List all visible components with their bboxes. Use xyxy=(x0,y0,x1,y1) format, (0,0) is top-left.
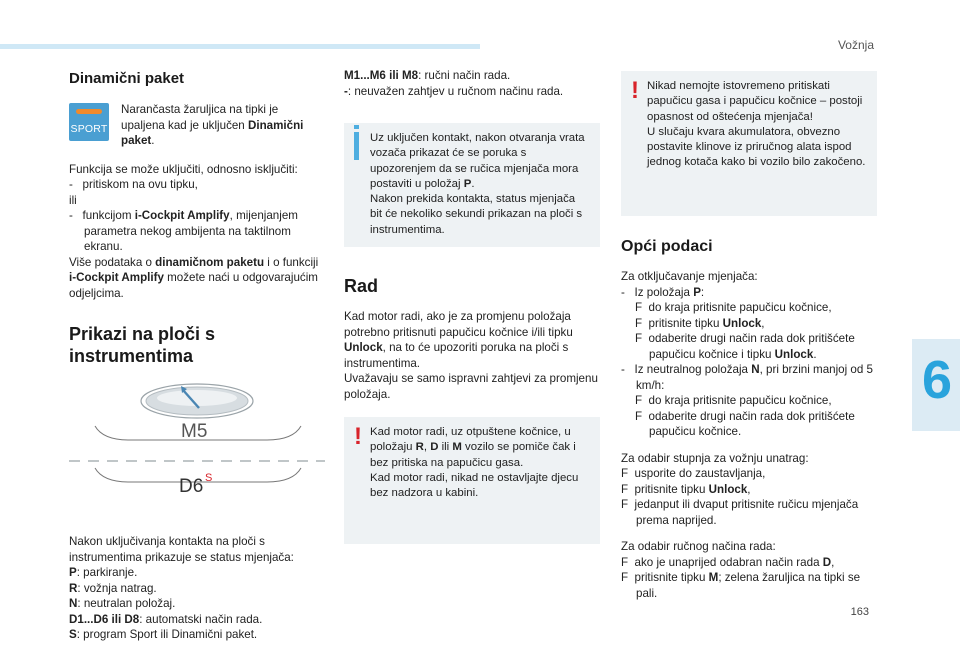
paragraph: Za odabir stupnja za vožnju unatrag: xyxy=(621,451,809,465)
warning-icon: ! xyxy=(631,77,639,104)
info-note-box xyxy=(344,123,600,247)
list-item: F pritisnite tipku M; zelena žaruljica na tipki se pali. xyxy=(621,571,861,600)
gear-display-auto: D6 xyxy=(179,476,204,497)
warning-text: Nikad nemojte istovremeno pritiskati papučicu gasa i papučicu kočnice – postoji opasnost od oštećenja mjenjača! xyxy=(647,80,863,123)
list-item: M1...M6 ili M8: ručni način rada. xyxy=(344,69,511,82)
heading-dynamic-pack: Dinamični paket xyxy=(69,70,185,87)
paragraph: Kad motor radi, ako je za promjenu položaja potrebno pritisnuti papučicu kočnice i/ili tipku Unlock, na to će upozoriti poruka na ploči s instrumentima. xyxy=(344,310,573,370)
paragraph: Za odabir ručnog načina rada: xyxy=(621,540,776,553)
sport-description: Narančasta žaruljica na tipki je upaljena kad je uključen Dinamični paket. xyxy=(121,103,304,147)
list-item: P: parkiranje. xyxy=(69,566,138,579)
list-item: F pritisnite tipku Unlock, xyxy=(621,482,751,496)
paragraph: Funkcija se može uključiti, odnosno isključiti: xyxy=(69,162,298,176)
list-item: F ako je unaprijed odabran način rada D, xyxy=(621,555,835,569)
sport-indicator: S xyxy=(205,472,213,484)
sub-list-item: F do kraja pritisnite papučicu kočnice, xyxy=(635,301,832,314)
warning-box xyxy=(344,417,600,544)
warning-box xyxy=(621,71,877,216)
sub-list-item: F pritisnite tipku Unlock, xyxy=(635,316,765,330)
paragraph: Za otključavanje mjenjača: xyxy=(621,270,758,283)
page-number: 163 xyxy=(850,606,869,618)
info-note-text: Uz uključen kontakt, nakon otvaranja vrata vozača prikazat će se poruka s upozorenjem da se ručica mjenjača mora postaviti u položaj P. xyxy=(370,132,585,190)
list-item: - Iz položaja P: xyxy=(621,285,705,299)
info-note-text: Nakon prekida kontakta, status mjenjača bit će nekoliko sekundi prikazan na ploči s instrumentima. xyxy=(370,193,583,236)
heading-instrument-displays: Prikazi na ploči s instrumentima xyxy=(69,324,216,366)
list-item: - funkcijom i-Cockpit Amplify, mijenjanjem parametra nekog ambijenta na taktilnom ekranu. xyxy=(69,209,298,253)
gear-display-manual: M5 xyxy=(181,421,208,442)
info-icon xyxy=(354,132,359,160)
paragraph: Više podataka o dinamičnom paketu i o funkciji i-Cockpit Amplify možete naći u odgovarajućim odjeljcima. xyxy=(69,255,319,300)
instrument-cluster-illustration xyxy=(69,381,325,516)
paragraph: Uvažavaju se samo ispravni zahtjevi za promjenu položaja. xyxy=(344,372,598,401)
chapter-number: 6 xyxy=(921,350,952,410)
list-item: F usporite do zaustavljanja, xyxy=(621,467,766,480)
sport-button-row xyxy=(69,102,325,149)
list-item: N: neutralan položaj. xyxy=(69,597,176,610)
sport-label: SPORT xyxy=(70,123,108,135)
header-bar xyxy=(0,44,480,49)
warning-text: Kad motor radi, uz otpuštene kočnice, u položaju R, D ili M vozilo se pomiče čak i bez pritiska na papučicu gasa. xyxy=(370,426,576,469)
list-item: D1...D6 ili D8: automatski način rada. xyxy=(69,612,263,626)
heading-general: Opći podaci xyxy=(621,238,713,255)
sub-list-item: F odaberite drugi način rada dok pritišćete papučicu kočnice. xyxy=(635,409,855,438)
cluster-diagram xyxy=(69,381,325,516)
sub-list-item: F odaberite drugi način rada dok pritišćete papučicu kočnice i tipku Unlock. xyxy=(635,332,855,361)
indicator-lamp-icon xyxy=(76,109,102,114)
warning-icon: ! xyxy=(354,423,362,450)
paragraph: ili xyxy=(69,193,77,207)
heading-operation: Rad xyxy=(344,276,379,296)
list-item: - Iz neutralnog položaja N, pri brzini manjoj od 5 km/h: xyxy=(621,363,873,392)
paragraph: Nakon uključivanja kontakta na ploči s instrumentima prikazuje se status mjenjača: xyxy=(69,535,294,564)
sport-button-illustration xyxy=(69,103,109,141)
column-middle xyxy=(344,60,600,544)
list-item: R: vožnja natrag. xyxy=(69,581,157,595)
list-item: -: neuvažen zahtjev u ručnom načinu rada. xyxy=(344,84,564,98)
section-title: Vožnja xyxy=(837,38,874,52)
warning-text: U slučaju kvara akumulatora, obvezno postavite klinove iz priručnog alata ispod jednog kotača kako bi vozilo bilo zakočeno. xyxy=(647,125,866,169)
column-right xyxy=(621,60,877,601)
sub-list-item: F do kraja pritisnite papučicu kočnice, xyxy=(635,394,832,407)
column-left xyxy=(69,60,325,643)
list-item: - pritiskom na ovu tipku, xyxy=(69,178,198,191)
list-item: S: program Sport ili Dinamični paket. xyxy=(69,628,258,641)
list-item: F jedanput ili dvaput pritisnite ručicu mjenjača prema naprijed. xyxy=(621,498,859,527)
warning-text: Kad motor radi, nikad ne ostavljajte djecu bez nadzora u kabini. xyxy=(370,471,579,500)
